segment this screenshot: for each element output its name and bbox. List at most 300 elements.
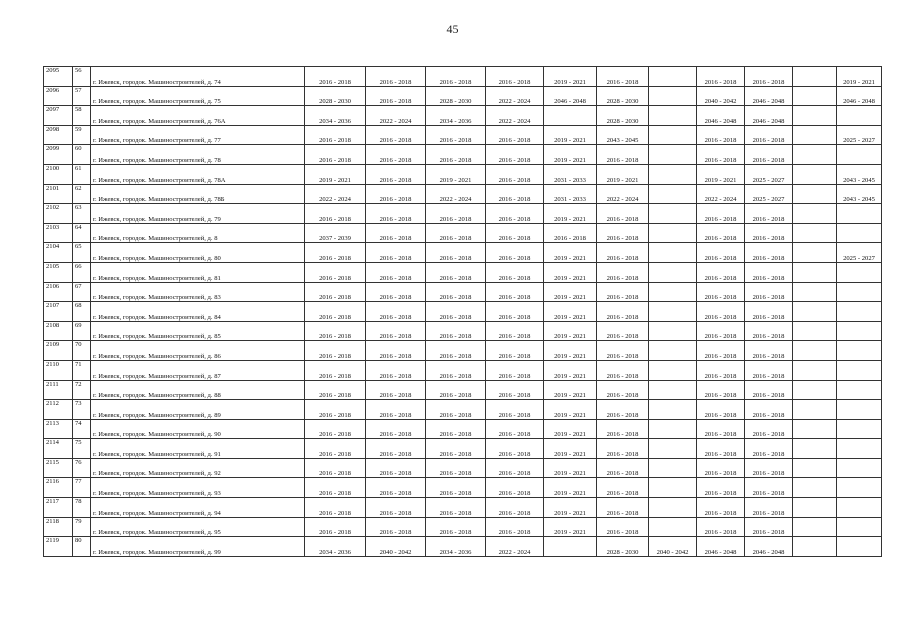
- period-cell: 2016 - 2018: [597, 419, 649, 439]
- period-cell: [793, 164, 837, 184]
- row-global-number: 2110: [44, 360, 73, 380]
- period-cell: [649, 439, 697, 459]
- period-cell: [793, 341, 837, 361]
- period-cell: 2031 - 2033: [544, 184, 597, 204]
- row-local-number: 71: [73, 360, 91, 380]
- period-cell: 2022 - 2024: [426, 184, 486, 204]
- period-cell: 2016 - 2018: [697, 145, 745, 165]
- address-cell: г. Ижевск, городок. Машиностроителей, д. 94: [91, 498, 305, 518]
- period-cell: 2031 - 2033: [544, 164, 597, 184]
- period-cell: [793, 282, 837, 302]
- address-cell: г. Ижевск, городок. Машиностроителей, д. 99: [91, 537, 305, 557]
- period-cell: 2028 - 2030: [597, 106, 649, 126]
- row-local-number: 62: [73, 184, 91, 204]
- period-cell: 2016 - 2018: [366, 419, 426, 439]
- period-cell: 2016 - 2018: [366, 164, 426, 184]
- period-cell: 2016 - 2018: [745, 458, 793, 478]
- table-row: [44, 321, 882, 341]
- period-cell: [837, 282, 882, 302]
- period-cell: 2016 - 2018: [745, 498, 793, 518]
- period-cell: 2016 - 2018: [597, 400, 649, 420]
- period-cell: 2016 - 2018: [697, 478, 745, 498]
- period-cell: 2019 - 2021: [544, 498, 597, 518]
- period-cell: [793, 243, 837, 263]
- period-cell: 2016 - 2018: [366, 478, 426, 498]
- period-cell: 2019 - 2021: [426, 164, 486, 184]
- period-cell: [837, 537, 882, 557]
- period-cell: 2016 - 2018: [486, 419, 544, 439]
- period-cell: 2019 - 2021: [544, 360, 597, 380]
- period-cell: [649, 86, 697, 106]
- period-cell: 2016 - 2018: [426, 262, 486, 282]
- period-cell: [793, 184, 837, 204]
- row-global-number: 2100: [44, 164, 73, 184]
- period-cell: 2016 - 2018: [305, 517, 366, 537]
- row-local-number: 67: [73, 282, 91, 302]
- period-cell: 2016 - 2018: [486, 302, 544, 322]
- period-cell: 2016 - 2018: [745, 302, 793, 322]
- period-cell: [544, 537, 597, 557]
- period-cell: [793, 400, 837, 420]
- period-cell: 2016 - 2018: [486, 262, 544, 282]
- period-cell: [837, 478, 882, 498]
- period-cell: [793, 262, 837, 282]
- period-cell: 2016 - 2018: [597, 223, 649, 243]
- period-cell: 2016 - 2018: [366, 302, 426, 322]
- period-cell: [837, 262, 882, 282]
- period-cell: 2016 - 2018: [366, 380, 426, 400]
- period-cell: 2019 - 2021: [544, 243, 597, 263]
- period-cell: 2016 - 2018: [426, 517, 486, 537]
- period-cell: 2016 - 2018: [697, 223, 745, 243]
- period-cell: 2016 - 2018: [305, 243, 366, 263]
- address-cell: г. Ижевск, городок. Машиностроителей, д. 95: [91, 517, 305, 537]
- table-row: [44, 478, 882, 498]
- period-cell: 2019 - 2021: [544, 204, 597, 224]
- row-global-number: 2114: [44, 439, 73, 459]
- period-cell: 2022 - 2024: [697, 184, 745, 204]
- address-cell: г. Ижевск, городок. Машиностроителей, д. 85: [91, 321, 305, 341]
- period-cell: 2016 - 2018: [305, 341, 366, 361]
- period-cell: 2016 - 2018: [486, 360, 544, 380]
- period-cell: 2016 - 2018: [597, 498, 649, 518]
- period-cell: 2040 - 2042: [697, 86, 745, 106]
- period-cell: 2016 - 2018: [426, 341, 486, 361]
- table-body: [44, 67, 882, 557]
- row-global-number: 2113: [44, 419, 73, 439]
- period-cell: 2040 - 2042: [649, 537, 697, 557]
- row-global-number: 2117: [44, 498, 73, 518]
- row-global-number: 2105: [44, 262, 73, 282]
- row-local-number: 78: [73, 498, 91, 518]
- period-cell: 2016 - 2018: [366, 67, 426, 87]
- period-cell: 2016 - 2018: [745, 125, 793, 145]
- period-cell: [649, 145, 697, 165]
- period-cell: 2019 - 2021: [544, 321, 597, 341]
- period-cell: 2019 - 2021: [697, 164, 745, 184]
- period-cell: 2016 - 2018: [486, 517, 544, 537]
- period-cell: 2016 - 2018: [305, 478, 366, 498]
- period-cell: 2016 - 2018: [597, 243, 649, 263]
- period-cell: 2019 - 2021: [305, 164, 366, 184]
- period-cell: [837, 400, 882, 420]
- period-cell: 2019 - 2021: [544, 282, 597, 302]
- period-cell: 2016 - 2018: [745, 439, 793, 459]
- row-local-number: 70: [73, 341, 91, 361]
- row-local-number: 64: [73, 223, 91, 243]
- period-cell: 2016 - 2018: [486, 223, 544, 243]
- period-cell: 2016 - 2018: [597, 458, 649, 478]
- period-cell: [793, 125, 837, 145]
- period-cell: 2016 - 2018: [697, 517, 745, 537]
- page-number: 45: [446, 22, 459, 36]
- table-row: [44, 458, 882, 478]
- row-global-number: 2099: [44, 145, 73, 165]
- period-cell: 2016 - 2018: [745, 478, 793, 498]
- address-cell: г. Ижевск, городок. Машиностроителей, д. 78Б: [91, 184, 305, 204]
- period-cell: 2016 - 2018: [426, 125, 486, 145]
- period-cell: [837, 106, 882, 126]
- period-cell: [793, 106, 837, 126]
- period-cell: 2034 - 2036: [426, 106, 486, 126]
- table-row: [44, 262, 882, 282]
- period-cell: 2016 - 2018: [486, 498, 544, 518]
- period-cell: 2016 - 2018: [366, 86, 426, 106]
- row-local-number: 76: [73, 458, 91, 478]
- period-cell: [649, 380, 697, 400]
- period-cell: [649, 204, 697, 224]
- period-cell: 2016 - 2018: [745, 400, 793, 420]
- period-cell: 2034 - 2036: [305, 106, 366, 126]
- period-cell: 2016 - 2018: [697, 360, 745, 380]
- row-global-number: 2101: [44, 184, 73, 204]
- address-cell: г. Ижевск, городок. Машиностроителей, д. 92: [91, 458, 305, 478]
- period-cell: [793, 223, 837, 243]
- period-cell: 2019 - 2021: [544, 125, 597, 145]
- period-cell: [649, 67, 697, 87]
- address-cell: г. Ижевск, городок. Машиностроителей, д. 80: [91, 243, 305, 263]
- period-cell: 2016 - 2018: [597, 262, 649, 282]
- row-global-number: 2103: [44, 223, 73, 243]
- address-cell: г. Ижевск, городок. Машиностроителей, д. 75: [91, 86, 305, 106]
- row-local-number: 75: [73, 439, 91, 459]
- period-cell: 2016 - 2018: [366, 262, 426, 282]
- period-cell: 2016 - 2018: [305, 400, 366, 420]
- period-cell: 2016 - 2018: [366, 400, 426, 420]
- row-local-number: 65: [73, 243, 91, 263]
- period-cell: 2016 - 2018: [305, 439, 366, 459]
- period-cell: 2019 - 2021: [544, 145, 597, 165]
- period-cell: 2016 - 2018: [597, 439, 649, 459]
- period-cell: 2019 - 2021: [544, 517, 597, 537]
- period-cell: 2022 - 2024: [597, 184, 649, 204]
- period-cell: 2016 - 2018: [544, 223, 597, 243]
- period-cell: 2019 - 2021: [544, 302, 597, 322]
- period-cell: [837, 302, 882, 322]
- period-cell: [793, 86, 837, 106]
- period-cell: 2016 - 2018: [305, 67, 366, 87]
- period-cell: [649, 302, 697, 322]
- table-row: [44, 360, 882, 380]
- period-cell: 2025 - 2027: [745, 164, 793, 184]
- period-cell: 2043 - 2045: [837, 164, 882, 184]
- period-cell: 2016 - 2018: [305, 458, 366, 478]
- period-cell: 2022 - 2024: [486, 537, 544, 557]
- period-cell: 2016 - 2018: [305, 321, 366, 341]
- table-row: [44, 302, 882, 322]
- row-local-number: 59: [73, 125, 91, 145]
- period-cell: 2046 - 2048: [745, 86, 793, 106]
- period-cell: 2016 - 2018: [745, 204, 793, 224]
- period-cell: 2016 - 2018: [697, 419, 745, 439]
- table-row: [44, 106, 882, 126]
- row-global-number: 2096: [44, 86, 73, 106]
- period-cell: 2019 - 2021: [544, 458, 597, 478]
- period-cell: 2016 - 2018: [597, 380, 649, 400]
- row-local-number: 73: [73, 400, 91, 420]
- row-global-number: 2109: [44, 341, 73, 361]
- period-cell: 2016 - 2018: [426, 380, 486, 400]
- period-cell: 2016 - 2018: [597, 145, 649, 165]
- period-cell: 2016 - 2018: [426, 321, 486, 341]
- period-cell: 2016 - 2018: [366, 498, 426, 518]
- period-cell: [837, 419, 882, 439]
- period-cell: [837, 458, 882, 478]
- address-cell: г. Ижевск, городок. Машиностроителей, д. 74: [91, 67, 305, 87]
- period-cell: 2016 - 2018: [597, 321, 649, 341]
- period-cell: 2022 - 2024: [486, 106, 544, 126]
- period-cell: 2016 - 2018: [486, 204, 544, 224]
- period-cell: 2046 - 2048: [745, 106, 793, 126]
- period-cell: 2016 - 2018: [426, 282, 486, 302]
- period-cell: 2016 - 2018: [426, 419, 486, 439]
- period-cell: 2016 - 2018: [426, 223, 486, 243]
- row-global-number: 2106: [44, 282, 73, 302]
- address-cell: г. Ижевск, городок. Машиностроителей, д. 88: [91, 380, 305, 400]
- period-cell: 2016 - 2018: [366, 439, 426, 459]
- period-cell: 2016 - 2018: [366, 243, 426, 263]
- period-cell: 2016 - 2018: [745, 243, 793, 263]
- row-global-number: 2112: [44, 400, 73, 420]
- period-cell: [649, 184, 697, 204]
- period-cell: 2034 - 2036: [426, 537, 486, 557]
- period-cell: [544, 106, 597, 126]
- row-local-number: 68: [73, 302, 91, 322]
- period-cell: [649, 125, 697, 145]
- period-cell: 2019 - 2021: [544, 341, 597, 361]
- period-cell: 2019 - 2021: [597, 164, 649, 184]
- period-cell: 2025 - 2027: [837, 243, 882, 263]
- period-cell: 2028 - 2030: [426, 86, 486, 106]
- period-cell: [793, 537, 837, 557]
- table-row: [44, 164, 882, 184]
- row-global-number: 2095: [44, 67, 73, 87]
- table-row: [44, 86, 882, 106]
- period-cell: 2016 - 2018: [305, 145, 366, 165]
- row-local-number: 66: [73, 262, 91, 282]
- period-cell: 2016 - 2018: [486, 243, 544, 263]
- period-cell: 2019 - 2021: [544, 419, 597, 439]
- address-cell: г. Ижевск, городок. Машиностроителей, д. 84: [91, 302, 305, 322]
- period-cell: 2016 - 2018: [426, 67, 486, 87]
- period-cell: 2016 - 2018: [697, 67, 745, 87]
- period-cell: 2016 - 2018: [697, 439, 745, 459]
- period-cell: 2016 - 2018: [486, 439, 544, 459]
- period-cell: 2022 - 2024: [486, 86, 544, 106]
- period-cell: 2016 - 2018: [366, 282, 426, 302]
- period-cell: 2019 - 2021: [544, 439, 597, 459]
- address-cell: г. Ижевск, городок. Машиностроителей, д. 83: [91, 282, 305, 302]
- period-cell: 2016 - 2018: [745, 223, 793, 243]
- period-cell: 2016 - 2018: [486, 458, 544, 478]
- row-global-number: 2119: [44, 537, 73, 557]
- period-cell: 2019 - 2021: [544, 478, 597, 498]
- period-cell: 2046 - 2048: [544, 86, 597, 106]
- period-cell: 2016 - 2018: [597, 204, 649, 224]
- period-cell: 2016 - 2018: [426, 458, 486, 478]
- period-cell: [649, 341, 697, 361]
- period-cell: 2016 - 2018: [486, 164, 544, 184]
- address-cell: г. Ижевск, городок. Машиностроителей, д. 81: [91, 262, 305, 282]
- repair-schedule-table: [43, 66, 882, 557]
- period-cell: 2016 - 2018: [486, 282, 544, 302]
- period-cell: 2016 - 2018: [486, 321, 544, 341]
- period-cell: 2019 - 2021: [544, 400, 597, 420]
- period-cell: [837, 204, 882, 224]
- period-cell: 2046 - 2048: [697, 106, 745, 126]
- address-cell: г. Ижевск, городок. Машиностроителей, д. 91: [91, 439, 305, 459]
- period-cell: 2016 - 2018: [305, 282, 366, 302]
- address-cell: г. Ижевск, городок. Машиностроителей, д. 87: [91, 360, 305, 380]
- period-cell: 2028 - 2030: [305, 86, 366, 106]
- period-cell: [793, 204, 837, 224]
- period-cell: [649, 262, 697, 282]
- period-cell: 2043 - 2045: [597, 125, 649, 145]
- row-local-number: 72: [73, 380, 91, 400]
- period-cell: 2016 - 2018: [697, 302, 745, 322]
- period-cell: [793, 302, 837, 322]
- period-cell: [837, 517, 882, 537]
- period-cell: [837, 145, 882, 165]
- period-cell: 2016 - 2018: [597, 478, 649, 498]
- period-cell: [649, 282, 697, 302]
- period-cell: 2016 - 2018: [366, 204, 426, 224]
- table-row: [44, 223, 882, 243]
- period-cell: 2016 - 2018: [745, 360, 793, 380]
- period-cell: [649, 223, 697, 243]
- row-local-number: 61: [73, 164, 91, 184]
- period-cell: 2016 - 2018: [426, 145, 486, 165]
- table-row: [44, 282, 882, 302]
- period-cell: 2016 - 2018: [697, 243, 745, 263]
- period-cell: 2016 - 2018: [597, 282, 649, 302]
- period-cell: 2016 - 2018: [745, 341, 793, 361]
- period-cell: [793, 67, 837, 87]
- address-cell: г. Ижевск, городок. Машиностроителей, д. 78: [91, 145, 305, 165]
- period-cell: 2016 - 2018: [597, 341, 649, 361]
- period-cell: 2016 - 2018: [745, 145, 793, 165]
- row-global-number: 2116: [44, 478, 73, 498]
- period-cell: 2016 - 2018: [486, 67, 544, 87]
- period-cell: 2016 - 2018: [697, 321, 745, 341]
- table-row: [44, 243, 882, 263]
- period-cell: [793, 478, 837, 498]
- period-cell: [793, 439, 837, 459]
- period-cell: [837, 380, 882, 400]
- period-cell: 2016 - 2018: [366, 360, 426, 380]
- period-cell: 2016 - 2018: [366, 458, 426, 478]
- period-cell: 2046 - 2048: [697, 537, 745, 557]
- table-row: [44, 537, 882, 557]
- period-cell: 2016 - 2018: [426, 439, 486, 459]
- row-global-number: 2115: [44, 458, 73, 478]
- period-cell: 2016 - 2018: [745, 282, 793, 302]
- period-cell: [837, 498, 882, 518]
- row-local-number: 77: [73, 478, 91, 498]
- period-cell: [649, 498, 697, 518]
- period-cell: 2016 - 2018: [597, 517, 649, 537]
- table-row: [44, 145, 882, 165]
- table-row: [44, 439, 882, 459]
- period-cell: 2016 - 2018: [426, 302, 486, 322]
- address-cell: г. Ижевск, городок. Машиностроителей, д. 86: [91, 341, 305, 361]
- period-cell: 2019 - 2021: [544, 67, 597, 87]
- period-cell: [837, 321, 882, 341]
- row-local-number: 79: [73, 517, 91, 537]
- period-cell: 2016 - 2018: [697, 400, 745, 420]
- period-cell: 2016 - 2018: [486, 145, 544, 165]
- period-cell: 2016 - 2018: [366, 517, 426, 537]
- row-local-number: 69: [73, 321, 91, 341]
- period-cell: [793, 360, 837, 380]
- period-cell: 2016 - 2018: [426, 498, 486, 518]
- period-cell: 2016 - 2018: [305, 262, 366, 282]
- period-cell: 2025 - 2027: [837, 125, 882, 145]
- table-row: [44, 184, 882, 204]
- period-cell: 2019 - 2021: [544, 262, 597, 282]
- period-cell: 2016 - 2018: [305, 498, 366, 518]
- period-cell: [793, 321, 837, 341]
- table-row: [44, 517, 882, 537]
- period-cell: [649, 478, 697, 498]
- period-cell: 2016 - 2018: [745, 321, 793, 341]
- period-cell: 2016 - 2018: [305, 125, 366, 145]
- period-cell: 2016 - 2018: [426, 243, 486, 263]
- period-cell: 2022 - 2024: [366, 106, 426, 126]
- period-cell: [649, 106, 697, 126]
- period-cell: 2019 - 2021: [544, 380, 597, 400]
- period-cell: 2016 - 2018: [426, 360, 486, 380]
- period-cell: 2022 - 2024: [305, 184, 366, 204]
- address-cell: г. Ижевск, городок. Машиностроителей, д. 76А: [91, 106, 305, 126]
- period-cell: 2016 - 2018: [426, 204, 486, 224]
- period-cell: 2028 - 2030: [597, 86, 649, 106]
- period-cell: 2016 - 2018: [486, 400, 544, 420]
- table-row: [44, 67, 882, 87]
- row-local-number: 63: [73, 204, 91, 224]
- period-cell: 2016 - 2018: [697, 282, 745, 302]
- period-cell: 2016 - 2018: [366, 321, 426, 341]
- period-cell: 2016 - 2018: [366, 341, 426, 361]
- row-local-number: 56: [73, 67, 91, 87]
- period-cell: 2016 - 2018: [597, 360, 649, 380]
- period-cell: 2016 - 2018: [305, 360, 366, 380]
- period-cell: [649, 419, 697, 439]
- row-global-number: 2118: [44, 517, 73, 537]
- row-local-number: 58: [73, 106, 91, 126]
- period-cell: 2028 - 2030: [597, 537, 649, 557]
- period-cell: 2016 - 2018: [697, 458, 745, 478]
